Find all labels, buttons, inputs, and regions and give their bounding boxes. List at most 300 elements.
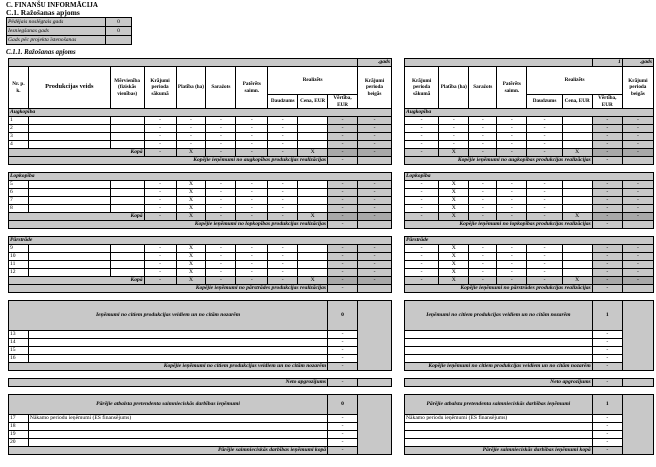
total-consumed: - (497, 149, 527, 157)
table-row (405, 181, 654, 189)
total-consumed: - (497, 213, 527, 221)
consumed: - (236, 133, 268, 141)
row-description[interactable] (28, 423, 327, 431)
unit-input[interactable] (110, 117, 144, 125)
spacer (405, 293, 654, 301)
table-row (9, 245, 392, 253)
stock-start: - (405, 141, 439, 149)
income-value: - (592, 221, 622, 229)
unit-input[interactable] (110, 197, 144, 205)
consumed: - (497, 117, 527, 125)
col-unit: Mērvienība (fiziskās vienības) (110, 67, 144, 109)
row-description[interactable]: Nākamo periodu ieņēmumi (ES finansējums) (28, 415, 327, 423)
stock-start: - (144, 141, 176, 149)
income-blank (622, 157, 653, 165)
top-row-post-project-year (7, 36, 132, 45)
row-value: - (328, 423, 358, 431)
stock-end: - (622, 181, 653, 189)
total-qty: - (527, 213, 562, 221)
unit-input[interactable] (110, 125, 144, 133)
income-row (9, 285, 392, 293)
stock-end: - (622, 245, 653, 253)
harvested: - (469, 141, 497, 149)
area: X (439, 189, 469, 197)
block-year-value: 0 (328, 395, 358, 415)
col-value: Vērtība, EUR (328, 95, 358, 109)
block-row (9, 415, 392, 423)
total-stock-end: - (358, 213, 392, 221)
net-turnover-blank (358, 379, 392, 387)
sold-qty: - (268, 117, 298, 125)
table-row (405, 125, 654, 133)
section-title: Pārstrāde (405, 237, 654, 245)
stock-start: - (405, 181, 439, 189)
r-col-value: Vērtība, EUR (592, 95, 622, 109)
total-row (405, 213, 654, 221)
sold-value: - (328, 133, 358, 141)
stock-start: - (405, 261, 439, 269)
income-row (405, 221, 654, 229)
block-total-label: Kopējie ieņēmumi no citiem produkcijas veidiem un no citām nozarēm (9, 363, 328, 371)
unit-input[interactable] (110, 269, 144, 277)
unit-input[interactable] (110, 253, 144, 261)
sold-qty: - (527, 189, 562, 197)
consumed: - (497, 197, 527, 205)
col-no: Nr. p. k. (9, 67, 29, 109)
block-total-label: Pārējie saimnieciskās darbības ieņēmumi kopā (405, 447, 593, 455)
spacer-row (405, 165, 654, 173)
row-description[interactable] (28, 331, 327, 339)
table-row (9, 197, 392, 205)
block-total-value: - (592, 447, 622, 455)
row-number: 11 (9, 261, 29, 269)
income-value: - (328, 157, 358, 165)
stock-end: - (622, 133, 653, 141)
harvested: - (469, 181, 497, 189)
stock-start: - (144, 197, 176, 205)
area: X (176, 205, 206, 213)
row-description[interactable] (28, 355, 327, 363)
table-row (405, 197, 654, 205)
price-input[interactable] (562, 261, 592, 269)
product-input[interactable] (28, 261, 110, 269)
total-area: X (176, 149, 206, 157)
stock-end: - (358, 253, 392, 261)
consumed: - (497, 245, 527, 253)
income-blank (358, 285, 392, 293)
total-label: Kopā (9, 277, 145, 285)
harvested: - (206, 253, 236, 261)
price-input[interactable] (298, 253, 328, 261)
harvested: - (469, 125, 497, 133)
consumed: - (236, 189, 268, 197)
row-number: 5 (9, 181, 29, 189)
sold-qty: - (527, 141, 562, 149)
sold-value: - (328, 181, 358, 189)
block-row (9, 331, 392, 339)
row-description[interactable] (28, 439, 327, 447)
total-qty: - (268, 213, 298, 221)
stock-end: - (358, 181, 392, 189)
row-number: 12 (9, 269, 29, 277)
consumed: - (236, 245, 268, 253)
col-price: Cena, EUR (298, 95, 328, 109)
sold-qty: - (527, 197, 562, 205)
price-input[interactable] (298, 197, 328, 205)
product-input[interactable] (28, 253, 110, 261)
sold-value: - (592, 205, 622, 213)
price-input[interactable] (562, 181, 592, 189)
unit-input[interactable] (110, 133, 144, 141)
row-number: 1 (9, 117, 29, 125)
stock-start: - (405, 253, 439, 261)
area: X (439, 269, 469, 277)
total-row (405, 149, 654, 157)
row-value: - (328, 331, 358, 339)
income-label: Kopējie ieņēmumi no augkopības produkcijas realizācijas (405, 157, 593, 165)
table-row (9, 269, 392, 277)
sold-value: - (328, 197, 358, 205)
consumed: - (236, 197, 268, 205)
row-value: - (328, 347, 358, 355)
row-number: 10 (9, 253, 29, 261)
row-description[interactable] (405, 355, 593, 363)
sold-value: - (328, 205, 358, 213)
stock-start: - (144, 245, 176, 253)
sold-qty: - (268, 141, 298, 149)
area: X (439, 205, 469, 213)
sold-value: - (328, 141, 358, 149)
block-title: Ieņēmumi no citiem produkcijas veidiem un no citām nozarēm (9, 301, 328, 331)
price-input[interactable] (298, 141, 328, 149)
consumed: - (236, 181, 268, 189)
harvested: - (469, 117, 497, 125)
total-price: X (562, 277, 592, 285)
area: X (176, 197, 206, 205)
price-input[interactable] (298, 133, 328, 141)
total-harvest: - (469, 213, 497, 221)
income-label: Kopējie ieņēmumi no pārstrādes produkcijas realizācijas (9, 285, 328, 293)
stock-start: - (405, 125, 439, 133)
row-description[interactable] (405, 347, 593, 355)
harvested: - (206, 189, 236, 197)
unit-input[interactable] (110, 141, 144, 149)
product-input[interactable] (28, 245, 110, 253)
product-input[interactable] (28, 205, 110, 213)
price-input[interactable] (298, 261, 328, 269)
stock-start: - (144, 181, 176, 189)
sold-value: - (328, 269, 358, 277)
product-input[interactable] (28, 189, 110, 197)
sold-value: - (592, 141, 622, 149)
table-row (405, 141, 654, 149)
total-consumed: - (236, 277, 268, 285)
block-row (405, 355, 654, 363)
spacer-row (9, 371, 392, 379)
row-number: 15 (9, 347, 29, 355)
price-input[interactable] (562, 141, 592, 149)
consumed: - (497, 253, 527, 261)
sold-value: - (592, 261, 622, 269)
block-row (405, 347, 654, 355)
consumed: - (497, 141, 527, 149)
unit-input[interactable] (110, 189, 144, 197)
price-input[interactable] (562, 253, 592, 261)
total-stock-end: - (622, 213, 653, 221)
harvested: - (206, 133, 236, 141)
price-input[interactable] (562, 189, 592, 197)
col-stock-end: Krājumi perioda beigās (358, 67, 392, 109)
unit-input[interactable] (110, 261, 144, 269)
top-label: Pēdējais noslēgtais gads (7, 18, 106, 27)
harvested: - (469, 205, 497, 213)
top-row-last-year (7, 18, 132, 27)
total-value: - (328, 213, 358, 221)
total-label: Kopā (9, 149, 145, 157)
table-row (405, 117, 654, 125)
top-value (106, 36, 132, 45)
total-label: Kopā (9, 213, 145, 221)
block-row (9, 431, 392, 439)
area: X (439, 197, 469, 205)
total-qty: - (527, 149, 562, 157)
harvested: - (206, 261, 236, 269)
income-value: - (592, 285, 622, 293)
sold-qty: - (268, 253, 298, 261)
income-label: Kopējie ieņēmumi no augkopības produkcijas realizācijas (9, 157, 328, 165)
stock-end: - (358, 133, 392, 141)
row-number: 4 (9, 141, 29, 149)
stock-start: - (144, 205, 176, 213)
product-input[interactable] (28, 181, 110, 189)
sold-qty: - (527, 117, 562, 125)
table-row (9, 181, 392, 189)
total-area: X (176, 277, 206, 285)
income-value: - (592, 157, 622, 165)
area: X (176, 253, 206, 261)
section-row (9, 237, 392, 245)
price-input[interactable] (562, 205, 592, 213)
total-price: X (298, 213, 328, 221)
total-value: - (592, 277, 622, 285)
area: X (176, 245, 206, 253)
section-row (405, 109, 654, 117)
total-value: - (592, 213, 622, 221)
top-row-submission-year (7, 27, 132, 36)
right-production-table (404, 58, 654, 455)
block-grey (622, 301, 653, 371)
harvested: - (469, 189, 497, 197)
row-description[interactable] (405, 439, 593, 447)
total-consumed: - (236, 149, 268, 157)
table-row (9, 205, 392, 213)
row-number: 16 (9, 355, 29, 363)
stock-start: - (405, 117, 439, 125)
sold-value: - (592, 245, 622, 253)
row-description[interactable] (405, 331, 593, 339)
consumed: - (236, 269, 268, 277)
price-input[interactable] (298, 269, 328, 277)
block-total-row (405, 363, 654, 371)
table-row (405, 253, 654, 261)
block-row (405, 339, 654, 347)
spacer (405, 387, 654, 395)
product-input[interactable] (28, 197, 110, 205)
unit-input[interactable] (110, 205, 144, 213)
area: - (439, 141, 469, 149)
row-description[interactable] (405, 339, 593, 347)
table-row (9, 141, 392, 149)
row-number: 2 (9, 125, 29, 133)
price-input[interactable] (298, 125, 328, 133)
row-description[interactable]: Nākamo periodu ieņēmumi (ES finansējums) (405, 415, 593, 423)
col-harvested: Saražots (206, 67, 236, 109)
left-year-suffix: .gads (358, 59, 392, 67)
stock-start: - (144, 261, 176, 269)
price-input[interactable] (298, 205, 328, 213)
block-row (405, 431, 654, 439)
product-input[interactable] (28, 269, 110, 277)
consumed: - (497, 181, 527, 189)
stock-end: - (622, 269, 653, 277)
price-input[interactable] (562, 125, 592, 133)
r-col-stock-end: Krājumi perioda beigās (622, 67, 653, 109)
price-input[interactable] (562, 117, 592, 125)
area: X (176, 261, 206, 269)
section-row (9, 173, 392, 181)
sold-qty: - (268, 125, 298, 133)
table-row (405, 133, 654, 141)
price-input[interactable] (298, 181, 328, 189)
total-row (9, 213, 392, 221)
col-stock-start: Krājumi perioda sākumā (144, 67, 176, 109)
consumed: - (236, 141, 268, 149)
col-sold-group: Realizēts (268, 67, 358, 95)
sold-qty: - (527, 133, 562, 141)
total-qty: - (268, 149, 298, 157)
consumed: - (497, 269, 527, 277)
price-input[interactable] (298, 189, 328, 197)
stock-start: - (405, 269, 439, 277)
income-row (9, 221, 392, 229)
spacer-row (9, 293, 392, 301)
total-area: X (439, 213, 469, 221)
block-row (9, 347, 392, 355)
table-row (9, 117, 392, 125)
total-value: - (328, 277, 358, 285)
row-number: 17 (9, 415, 29, 423)
block-total-label: Pārējie saimnieciskās darbības ieņēmumi kopā (9, 447, 328, 455)
area: - (176, 125, 206, 133)
area: - (439, 117, 469, 125)
row-description[interactable] (28, 431, 327, 439)
sold-value: - (328, 189, 358, 197)
block-grey (622, 395, 653, 455)
harvested: - (469, 269, 497, 277)
total-row (9, 277, 392, 285)
sold-value: - (592, 125, 622, 133)
spacer (405, 229, 654, 237)
total-harvest: - (206, 277, 236, 285)
table-row (405, 269, 654, 277)
spacer-row (405, 229, 654, 237)
sold-value: - (592, 253, 622, 261)
total-stock-end: - (358, 277, 392, 285)
block-total-value: - (328, 447, 358, 455)
row-number: 8 (9, 205, 29, 213)
total-stock-end: - (622, 149, 653, 157)
stock-end: - (358, 269, 392, 277)
row-description[interactable] (28, 347, 327, 355)
product-input[interactable] (28, 133, 110, 141)
price-input[interactable] (562, 245, 592, 253)
row-value: - (592, 439, 622, 447)
total-harvest: - (206, 149, 236, 157)
price-input[interactable] (562, 197, 592, 205)
total-consumed: - (236, 213, 268, 221)
row-value: - (328, 439, 358, 447)
total-stock: - (405, 149, 439, 157)
row-description[interactable] (28, 339, 327, 347)
total-stock: - (144, 277, 176, 285)
spacer (9, 165, 392, 173)
stock-start: - (144, 253, 176, 261)
row-value: - (328, 339, 358, 347)
unit-input[interactable] (110, 245, 144, 253)
product-input[interactable] (28, 125, 110, 133)
price-input[interactable] (298, 245, 328, 253)
stock-end: - (622, 205, 653, 213)
stock-end: - (358, 205, 392, 213)
sold-qty: - (268, 133, 298, 141)
price-input[interactable] (562, 133, 592, 141)
total-area: X (439, 277, 469, 285)
stock-start: - (405, 189, 439, 197)
spacer-row (405, 387, 654, 395)
consumed: - (497, 261, 527, 269)
stock-start: - (144, 125, 176, 133)
block-title-row (405, 301, 654, 331)
harvested: - (206, 125, 236, 133)
area: - (176, 141, 206, 149)
product-input[interactable] (28, 117, 110, 125)
row-description[interactable] (405, 423, 593, 431)
price-input[interactable] (298, 117, 328, 125)
spacer (9, 371, 392, 379)
unit-input[interactable] (110, 181, 144, 189)
table-row (9, 125, 392, 133)
row-description[interactable] (405, 431, 593, 439)
income-row (405, 157, 654, 165)
product-input[interactable] (28, 141, 110, 149)
stock-start: - (405, 205, 439, 213)
right-year-suffix: .gads (622, 59, 653, 67)
row-value: - (592, 339, 622, 347)
income-blank (358, 221, 392, 229)
stock-start: - (144, 133, 176, 141)
income-row (405, 285, 654, 293)
area: X (439, 181, 469, 189)
block-total-row (9, 447, 392, 455)
block-row (405, 331, 654, 339)
table-row (405, 205, 654, 213)
row-number: 19 (9, 431, 29, 439)
total-price: X (298, 277, 328, 285)
price-input[interactable] (562, 269, 592, 277)
total-qty: - (527, 277, 562, 285)
sold-value: - (592, 117, 622, 125)
stock-end: - (622, 189, 653, 197)
